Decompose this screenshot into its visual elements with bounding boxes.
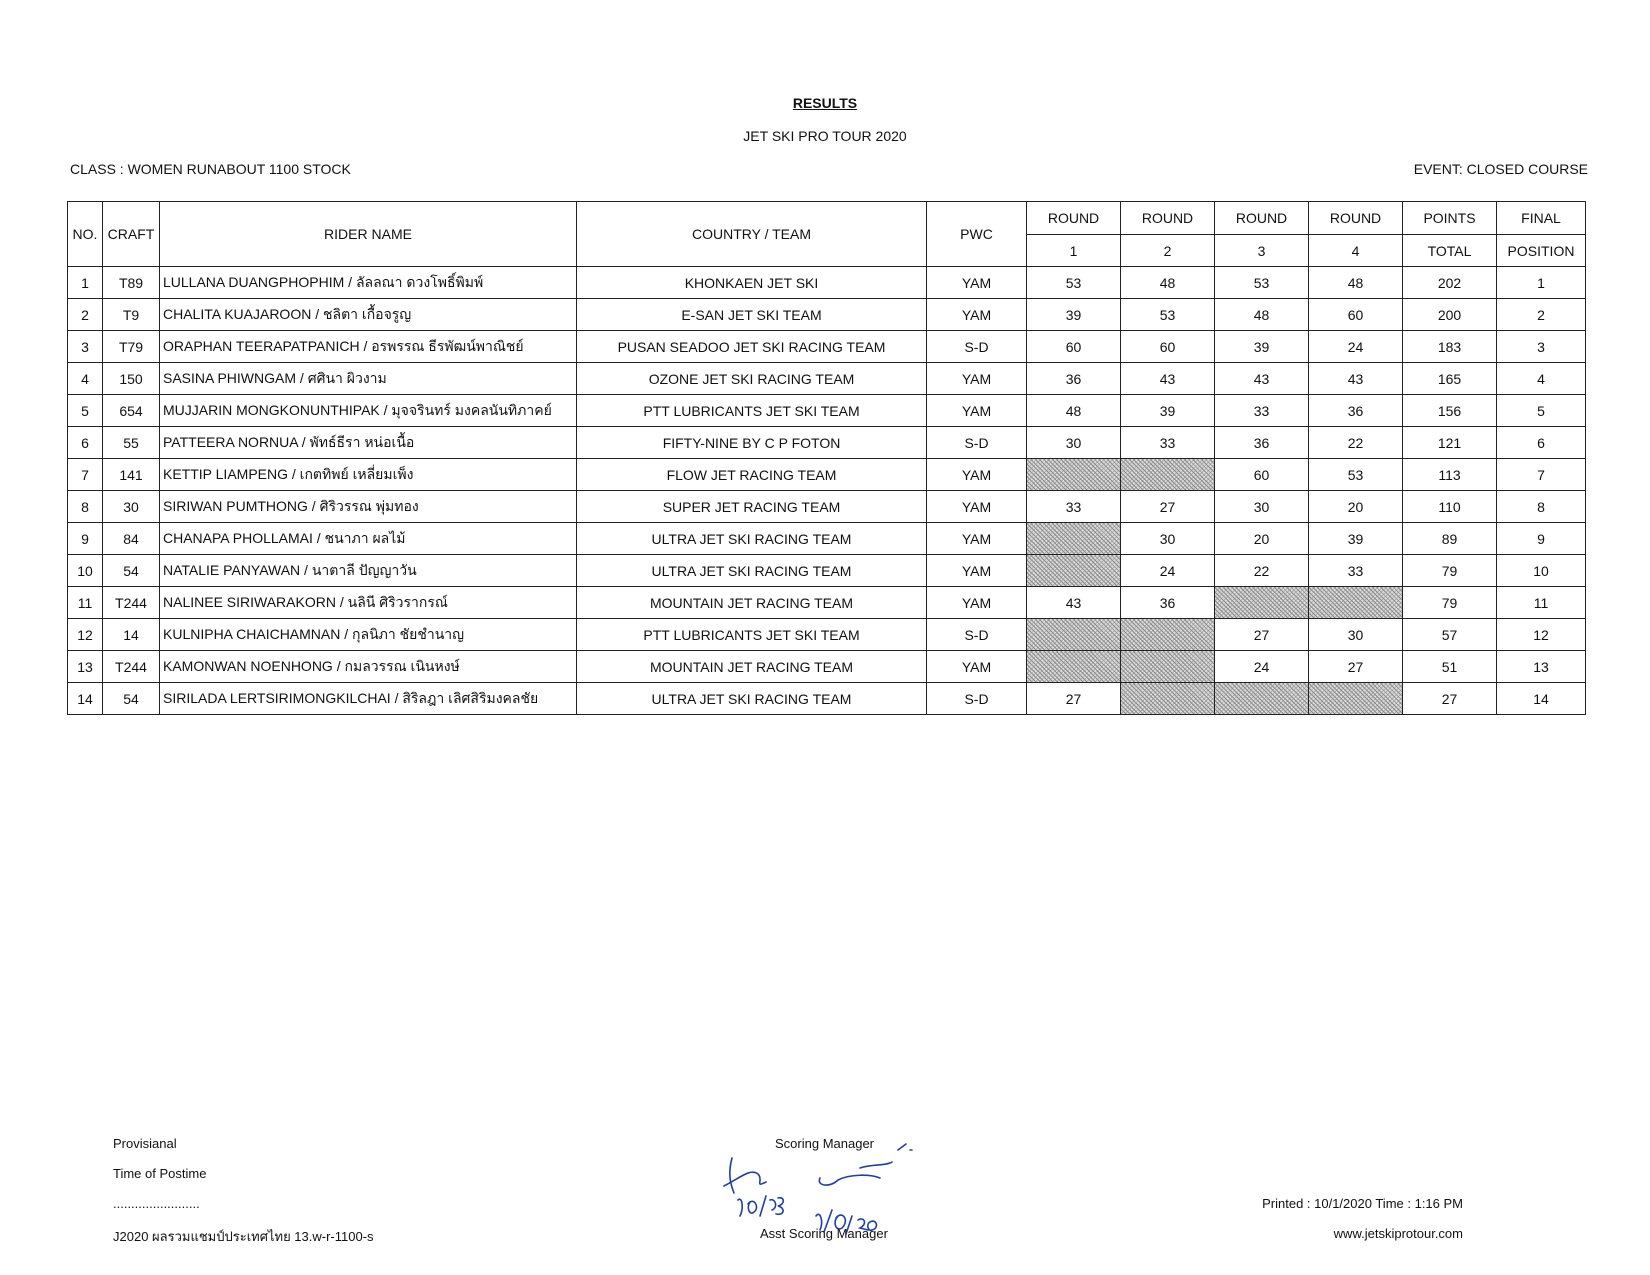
- points-total-cell: 183: [1403, 331, 1497, 363]
- table-row: [68, 651, 1586, 683]
- table-row: [68, 619, 1586, 651]
- col-header-round-4: ROUND: [1309, 202, 1403, 235]
- points-total-cell: 202: [1403, 267, 1497, 299]
- table-row: [68, 683, 1586, 715]
- class-label: CLASS : WOMEN RUNABOUT 1100 STOCK: [70, 161, 351, 177]
- round-2-cell: [1121, 459, 1215, 491]
- craft-cell: T79: [103, 331, 160, 363]
- no-cell: 10: [68, 555, 103, 587]
- round-4-cell: 53: [1309, 459, 1403, 491]
- round-4-cell: [1309, 683, 1403, 715]
- round-1-cell: 53: [1027, 267, 1121, 299]
- rider-name-cell: SASINA PHIWNGAM / ศศินา ผิวงาม: [160, 363, 577, 395]
- no-cell: 11: [68, 587, 103, 619]
- team-cell: PTT LUBRICANTS JET SKI TEAM: [577, 619, 927, 651]
- round-2-cell: 43: [1121, 363, 1215, 395]
- rider-name-cell: MUJJARIN MONGKONUNTHIPAK / มุจจรินทร์ มงคลนันทิภาคย์: [160, 395, 577, 427]
- craft-cell: 654: [103, 395, 160, 427]
- rider-name-cell: NATALIE PANYAWAN / นาตาลี ปัญญาวัน: [160, 555, 577, 587]
- no-cell: 7: [68, 459, 103, 491]
- points-total-cell: 110: [1403, 491, 1497, 523]
- team-cell: E-SAN JET SKI TEAM: [577, 299, 927, 331]
- round-1-cell: 33: [1027, 491, 1121, 523]
- table-row: [68, 523, 1586, 555]
- points-total-cell: 156: [1403, 395, 1497, 427]
- round-3-cell: [1215, 683, 1309, 715]
- col-header-round-2-number: 2: [1121, 235, 1215, 267]
- final-position-cell: 6: [1497, 427, 1586, 459]
- page-title: RESULTS: [792, 95, 858, 111]
- round-2-cell: [1121, 651, 1215, 683]
- no-cell: 4: [68, 363, 103, 395]
- table-row: [68, 299, 1586, 331]
- final-position-cell: 11: [1497, 587, 1586, 619]
- points-total-cell: 165: [1403, 363, 1497, 395]
- col-header-round-1-number: 1: [1027, 235, 1121, 267]
- col-header-round-3-number: 3: [1215, 235, 1309, 267]
- final-position-cell: 7: [1497, 459, 1586, 491]
- rider-name-cell: ORAPHAN TEERAPATPANICH / อรพรรณ ธีรพัฒน์พาณิชย์: [160, 331, 577, 363]
- results-body: [68, 267, 1586, 715]
- asst-scoring-manager-label: Asst Scoring Manager: [760, 1226, 888, 1241]
- team-cell: KHONKAEN JET SKI: [577, 267, 927, 299]
- no-cell: 3: [68, 331, 103, 363]
- rider-name-cell: SIRILADA LERTSIRIMONGKILCHAI / สิริลฎา เลิศสิริมงคลชัย: [160, 683, 577, 715]
- round-2-cell: 36: [1121, 587, 1215, 619]
- pwc-cell: YAM: [927, 267, 1027, 299]
- round-2-cell: [1121, 683, 1215, 715]
- pwc-cell: YAM: [927, 363, 1027, 395]
- no-cell: 1: [68, 267, 103, 299]
- event-label: EVENT: CLOSED COURSE: [1413, 161, 1588, 177]
- no-cell: 5: [68, 395, 103, 427]
- round-2-cell: 39: [1121, 395, 1215, 427]
- round-4-cell: 27: [1309, 651, 1403, 683]
- round-4-cell: 22: [1309, 427, 1403, 459]
- table-row: [68, 491, 1586, 523]
- round-3-cell: 24: [1215, 651, 1309, 683]
- craft-cell: 30: [103, 491, 160, 523]
- craft-cell: 14: [103, 619, 160, 651]
- scoring-manager-label: Scoring Manager: [775, 1136, 874, 1151]
- round-4-cell: 36: [1309, 395, 1403, 427]
- postime-blank: ........................: [113, 1196, 200, 1211]
- points-total-cell: 79: [1403, 555, 1497, 587]
- rider-name-cell: KAMONWAN NOENHONG / กมลวรรณ เนินหงษ์: [160, 651, 577, 683]
- rider-name-cell: KULNIPHA CHAICHAMNAN / กุลนิภา ชัยชำนาญ: [160, 619, 577, 651]
- pwc-cell: YAM: [927, 651, 1027, 683]
- col-header-rider-name: RIDER NAME: [160, 202, 577, 267]
- round-4-cell: 39: [1309, 523, 1403, 555]
- results-table: [67, 201, 1586, 715]
- pwc-cell: YAM: [927, 395, 1027, 427]
- final-position-cell: 3: [1497, 331, 1586, 363]
- final-position-cell: 14: [1497, 683, 1586, 715]
- points-total-cell: 200: [1403, 299, 1497, 331]
- team-cell: PTT LUBRICANTS JET SKI TEAM: [577, 395, 927, 427]
- pwc-cell: YAM: [927, 587, 1027, 619]
- round-2-cell: 33: [1121, 427, 1215, 459]
- pwc-cell: YAM: [927, 523, 1027, 555]
- col-header-round-2: ROUND: [1121, 202, 1215, 235]
- round-4-cell: 20: [1309, 491, 1403, 523]
- col-header-points: POINTS: [1403, 202, 1497, 235]
- col-header-pwc: PWC: [927, 202, 1027, 267]
- final-position-cell: 1: [1497, 267, 1586, 299]
- team-cell: MOUNTAIN JET RACING TEAM: [577, 651, 927, 683]
- pwc-cell: S-D: [927, 427, 1027, 459]
- round-1-cell: [1027, 651, 1121, 683]
- round-1-cell: 39: [1027, 299, 1121, 331]
- rider-name-cell: CHALITA KUAJAROON / ชลิตา เกื้อจรูญ: [160, 299, 577, 331]
- round-4-cell: 24: [1309, 331, 1403, 363]
- team-cell: SUPER JET RACING TEAM: [577, 491, 927, 523]
- round-3-cell: 22: [1215, 555, 1309, 587]
- round-4-cell: 30: [1309, 619, 1403, 651]
- team-cell: FIFTY-NINE BY C P FOTON: [577, 427, 927, 459]
- rider-name-cell: CHANAPA PHOLLAMAI / ชนาภา ผลไม้: [160, 523, 577, 555]
- col-header-no: NO.: [68, 202, 103, 267]
- no-cell: 13: [68, 651, 103, 683]
- final-position-cell: 2: [1497, 299, 1586, 331]
- no-cell: 14: [68, 683, 103, 715]
- final-position-cell: 12: [1497, 619, 1586, 651]
- handwritten-signatures: [720, 1138, 940, 1238]
- round-2-cell: 60: [1121, 331, 1215, 363]
- no-cell: 6: [68, 427, 103, 459]
- pwc-cell: S-D: [927, 619, 1027, 651]
- pwc-cell: S-D: [927, 683, 1027, 715]
- table-row: [68, 363, 1586, 395]
- file-reference: J2020 ผลรวมแชมป์ประเทศไทย 13.w-r-1100-s: [113, 1229, 374, 1244]
- round-2-cell: 27: [1121, 491, 1215, 523]
- round-2-cell: 53: [1121, 299, 1215, 331]
- col-header-round-4-number: 4: [1309, 235, 1403, 267]
- round-3-cell: 43: [1215, 363, 1309, 395]
- round-3-cell: 27: [1215, 619, 1309, 651]
- col-header-craft: CRAFT: [103, 202, 160, 267]
- round-1-cell: [1027, 555, 1121, 587]
- round-1-cell: 43: [1027, 587, 1121, 619]
- tour-subtitle: JET SKI PRO TOUR 2020: [743, 128, 907, 144]
- pwc-cell: YAM: [927, 299, 1027, 331]
- points-total-cell: 51: [1403, 651, 1497, 683]
- round-2-cell: 24: [1121, 555, 1215, 587]
- pwc-cell: S-D: [927, 331, 1027, 363]
- pwc-cell: YAM: [927, 491, 1027, 523]
- craft-cell: 141: [103, 459, 160, 491]
- round-4-cell: [1309, 587, 1403, 619]
- points-total-cell: 57: [1403, 619, 1497, 651]
- round-1-cell: 27: [1027, 683, 1121, 715]
- no-cell: 2: [68, 299, 103, 331]
- round-3-cell: 39: [1215, 331, 1309, 363]
- round-1-cell: [1027, 459, 1121, 491]
- final-position-cell: 4: [1497, 363, 1586, 395]
- col-header-position: POSITION: [1497, 235, 1586, 267]
- craft-cell: 150: [103, 363, 160, 395]
- team-cell: ULTRA JET SKI RACING TEAM: [577, 555, 927, 587]
- rider-name-cell: LULLANA DUANGPHOPHIM / ลัลลณา ดวงโพธิ์พิมพ์: [160, 267, 577, 299]
- table-row: [68, 427, 1586, 459]
- craft-cell: T244: [103, 651, 160, 683]
- team-cell: ULTRA JET SKI RACING TEAM: [577, 523, 927, 555]
- table-row: [68, 331, 1586, 363]
- craft-cell: 54: [103, 555, 160, 587]
- final-position-cell: 10: [1497, 555, 1586, 587]
- table-row: [68, 555, 1586, 587]
- team-cell: FLOW JET RACING TEAM: [577, 459, 927, 491]
- round-3-cell: 33: [1215, 395, 1309, 427]
- printed-timestamp: Printed : 10/1/2020 Time : 1:16 PM: [1262, 1196, 1463, 1211]
- round-2-cell: 48: [1121, 267, 1215, 299]
- team-cell: MOUNTAIN JET RACING TEAM: [577, 587, 927, 619]
- no-cell: 9: [68, 523, 103, 555]
- points-total-cell: 89: [1403, 523, 1497, 555]
- round-1-cell: 48: [1027, 395, 1121, 427]
- round-1-cell: 36: [1027, 363, 1121, 395]
- craft-cell: 55: [103, 427, 160, 459]
- col-header-final: FINAL: [1497, 202, 1586, 235]
- col-header-round-1: ROUND: [1027, 202, 1121, 235]
- col-header-round-3: ROUND: [1215, 202, 1309, 235]
- pwc-cell: YAM: [927, 555, 1027, 587]
- final-position-cell: 8: [1497, 491, 1586, 523]
- table-row: [68, 267, 1586, 299]
- craft-cell: 84: [103, 523, 160, 555]
- craft-cell: T89: [103, 267, 160, 299]
- points-total-cell: 113: [1403, 459, 1497, 491]
- round-1-cell: 30: [1027, 427, 1121, 459]
- table-row: [68, 459, 1586, 491]
- table-row: [68, 395, 1586, 427]
- rider-name-cell: KETTIP LIAMPENG / เกตทิพย์ เหลี่ยมเพ็ง: [160, 459, 577, 491]
- round-4-cell: 60: [1309, 299, 1403, 331]
- round-3-cell: 30: [1215, 491, 1309, 523]
- rider-name-cell: PATTEERA NORNUA / พัทธ์ธีรา หน่อเนื้อ: [160, 427, 577, 459]
- points-total-cell: 79: [1403, 587, 1497, 619]
- points-total-cell: 121: [1403, 427, 1497, 459]
- round-2-cell: 30: [1121, 523, 1215, 555]
- col-header-total: TOTAL: [1403, 235, 1497, 267]
- table-row: [68, 587, 1586, 619]
- team-cell: ULTRA JET SKI RACING TEAM: [577, 683, 927, 715]
- round-3-cell: 60: [1215, 459, 1309, 491]
- team-cell: PUSAN SEADOO JET SKI RACING TEAM: [577, 331, 927, 363]
- final-position-cell: 5: [1497, 395, 1586, 427]
- provisional-label: Provisianal: [113, 1136, 177, 1151]
- no-cell: 8: [68, 491, 103, 523]
- final-position-cell: 9: [1497, 523, 1586, 555]
- round-4-cell: 43: [1309, 363, 1403, 395]
- round-3-cell: 36: [1215, 427, 1309, 459]
- rider-name-cell: NALINEE SIRIWARAKORN / นลินี ศิริวรากรณ์: [160, 587, 577, 619]
- rider-name-cell: SIRIWAN PUMTHONG / ศิริวรรณ พุ่มทอง: [160, 491, 577, 523]
- craft-cell: T244: [103, 587, 160, 619]
- round-1-cell: 60: [1027, 331, 1121, 363]
- craft-cell: T9: [103, 299, 160, 331]
- round-3-cell: [1215, 587, 1309, 619]
- website-link[interactable]: www.jetskiprotour.com: [1333, 1226, 1463, 1241]
- time-of-postime-label: Time of Postime: [113, 1166, 207, 1181]
- round-4-cell: 48: [1309, 267, 1403, 299]
- no-cell: 12: [68, 619, 103, 651]
- round-1-cell: [1027, 523, 1121, 555]
- round-3-cell: 48: [1215, 299, 1309, 331]
- round-3-cell: 20: [1215, 523, 1309, 555]
- points-total-cell: 27: [1403, 683, 1497, 715]
- craft-cell: 54: [103, 683, 160, 715]
- round-2-cell: [1121, 619, 1215, 651]
- round-3-cell: 53: [1215, 267, 1309, 299]
- round-4-cell: 33: [1309, 555, 1403, 587]
- pwc-cell: YAM: [927, 459, 1027, 491]
- col-header-country-team: COUNTRY / TEAM: [577, 202, 927, 267]
- round-1-cell: [1027, 619, 1121, 651]
- final-position-cell: 13: [1497, 651, 1586, 683]
- team-cell: OZONE JET SKI RACING TEAM: [577, 363, 927, 395]
